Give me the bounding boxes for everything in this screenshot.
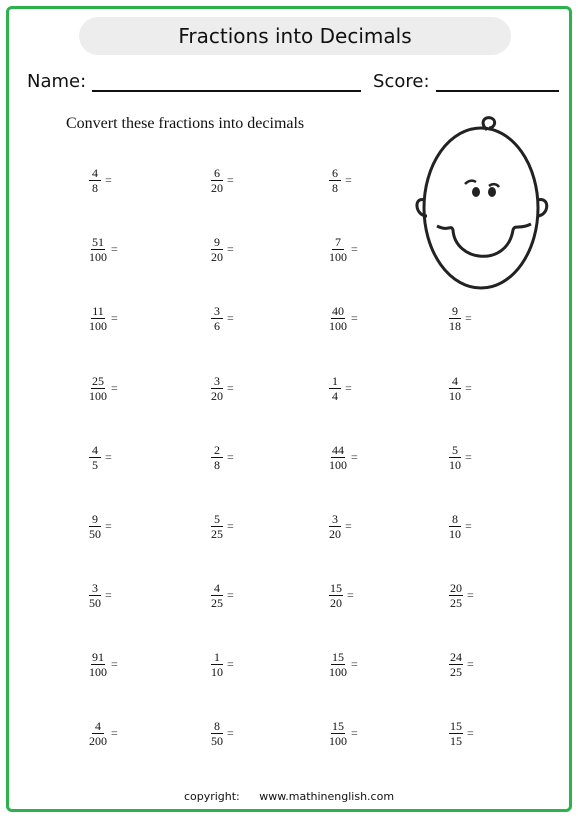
numerator: 11 — [92, 304, 104, 318]
numerator: 5 — [211, 513, 223, 527]
denominator: 15 — [450, 734, 462, 748]
fraction — [449, 305, 461, 332]
numerator: 4 — [89, 167, 101, 181]
equals-sign: = — [467, 726, 474, 740]
fraction — [89, 720, 107, 747]
fraction-problem — [329, 375, 352, 402]
numerator: 15 — [450, 719, 462, 733]
numerator: 15 — [332, 719, 344, 733]
fraction — [211, 651, 223, 678]
fraction-problem — [89, 444, 112, 471]
numerator: 3 — [211, 305, 223, 319]
denominator: 8 — [214, 458, 220, 472]
denominator: 8 — [332, 181, 338, 195]
fraction-problem — [89, 236, 118, 263]
fraction-problem — [89, 305, 118, 332]
equals-sign: = — [227, 311, 234, 325]
denominator: 100 — [329, 250, 347, 264]
fraction-problem — [449, 305, 472, 332]
numerator: 3 — [89, 582, 101, 596]
denominator: 18 — [449, 319, 461, 333]
equals-sign: = — [227, 519, 234, 533]
equals-sign: = — [227, 381, 234, 395]
fraction — [211, 513, 223, 540]
fraction — [89, 167, 101, 194]
fraction-problem — [449, 444, 472, 471]
fraction — [89, 375, 107, 402]
score-blank[interactable] — [436, 72, 559, 92]
worksheet-title: Fractions into Decimals — [79, 17, 511, 55]
denominator: 10 — [449, 389, 461, 403]
fraction — [89, 651, 107, 678]
denominator: 100 — [89, 389, 107, 403]
equals-sign: = — [105, 450, 112, 464]
equals-sign: = — [465, 450, 472, 464]
numerator: 6 — [211, 167, 223, 181]
equals-sign: = — [351, 450, 358, 464]
denominator: 20 — [211, 250, 223, 264]
numerator: 1 — [329, 375, 341, 389]
numerator: 1 — [211, 651, 223, 665]
equals-sign: = — [227, 726, 234, 740]
equals-sign: = — [351, 242, 358, 256]
equals-sign: = — [227, 588, 234, 602]
fraction-problem — [211, 167, 234, 194]
fraction — [449, 720, 463, 747]
fraction — [329, 236, 347, 263]
equals-sign: = — [111, 657, 118, 671]
equals-sign: = — [105, 588, 112, 602]
numerator: 20 — [450, 581, 462, 595]
numerator: 8 — [449, 513, 461, 527]
fraction — [329, 582, 343, 609]
site-url: www.mathinenglish.com — [259, 790, 395, 803]
denominator: 20 — [330, 596, 342, 610]
numerator: 4 — [89, 444, 101, 458]
fraction — [329, 720, 347, 747]
equals-sign: = — [105, 519, 112, 533]
fraction — [211, 582, 223, 609]
denominator: 10 — [211, 665, 223, 679]
numerator: 4 — [92, 720, 104, 734]
fraction-problem — [329, 167, 352, 194]
equals-sign: = — [111, 311, 118, 325]
numerator: 4 — [211, 582, 223, 596]
fraction-problem — [329, 582, 354, 609]
denominator: 20 — [211, 181, 223, 195]
fraction-problem — [211, 582, 234, 609]
equals-sign: = — [351, 311, 358, 325]
numerator: 5 — [449, 444, 461, 458]
baby-face-icon — [409, 112, 559, 292]
denominator: 4 — [332, 389, 338, 403]
equals-sign: = — [345, 519, 352, 533]
denominator: 20 — [329, 527, 341, 541]
numerator: 91 — [92, 650, 104, 664]
denominator: 8 — [92, 181, 98, 195]
numerator: 9 — [449, 305, 461, 319]
fraction-problem — [89, 167, 112, 194]
denominator: 100 — [329, 458, 347, 472]
fraction-problem — [211, 444, 234, 471]
fraction-problem — [329, 305, 358, 332]
fraction — [89, 444, 101, 471]
fraction — [89, 513, 101, 540]
fraction — [329, 651, 347, 678]
footer — [9, 790, 569, 803]
fraction-problem — [329, 720, 358, 747]
numerator: 8 — [211, 720, 223, 734]
denominator: 100 — [329, 734, 347, 748]
name-label: Name: — [27, 71, 87, 92]
fraction-problem — [329, 236, 358, 263]
fraction-problem — [211, 305, 234, 332]
denominator: 100 — [329, 319, 347, 333]
denominator: 25 — [211, 527, 223, 541]
equals-sign: = — [345, 381, 352, 395]
fraction — [449, 444, 461, 471]
denominator: 10 — [449, 527, 461, 541]
fraction — [211, 720, 223, 747]
denominator: 50 — [89, 527, 101, 541]
fraction — [211, 305, 223, 332]
denominator: 100 — [89, 665, 107, 679]
denominator: 100 — [89, 319, 107, 333]
equals-sign: = — [347, 588, 354, 602]
fraction-problem — [211, 651, 234, 678]
numerator: 9 — [89, 513, 101, 527]
denominator: 5 — [92, 458, 98, 472]
equals-sign: = — [351, 726, 358, 740]
equals-sign: = — [227, 450, 234, 464]
equals-sign: = — [467, 588, 474, 602]
denominator: 50 — [89, 596, 101, 610]
equals-sign: = — [227, 657, 234, 671]
denominator: 100 — [329, 665, 347, 679]
equals-sign: = — [465, 311, 472, 325]
instructions: Convert these fractions into decimals — [66, 115, 305, 132]
fraction — [449, 582, 463, 609]
fraction-problem — [211, 236, 234, 263]
numerator: 15 — [330, 581, 342, 595]
fraction-problem — [89, 720, 118, 747]
fraction — [449, 375, 461, 402]
fraction-problem — [89, 513, 112, 540]
fraction-problem — [449, 513, 472, 540]
fraction-problem — [211, 720, 234, 747]
fraction-problem — [449, 720, 474, 747]
denominator: 100 — [89, 250, 107, 264]
numerator: 40 — [332, 304, 344, 318]
fraction-problem — [211, 375, 234, 402]
fraction-problem — [89, 582, 112, 609]
numerator: 44 — [332, 443, 344, 457]
fraction — [211, 444, 223, 471]
numerator: 7 — [332, 236, 344, 250]
fraction — [449, 651, 463, 678]
fraction — [211, 375, 223, 402]
equals-sign: = — [227, 173, 234, 187]
denominator: 20 — [211, 389, 223, 403]
numerator: 3 — [329, 513, 341, 527]
denominator: 50 — [211, 734, 223, 748]
fraction — [329, 305, 347, 332]
numerator: 25 — [92, 374, 104, 388]
numerator: 6 — [329, 167, 341, 181]
fraction-problem — [449, 651, 474, 678]
copyright-label: copyright: — [183, 790, 240, 803]
equals-sign: = — [467, 657, 474, 671]
equals-sign: = — [351, 657, 358, 671]
equals-sign: = — [111, 726, 118, 740]
numerator: 51 — [92, 235, 104, 249]
denominator: 200 — [89, 734, 107, 748]
name-blank[interactable] — [92, 72, 361, 92]
equals-sign: = — [111, 242, 118, 256]
name-score-line — [27, 71, 559, 92]
equals-sign: = — [465, 519, 472, 533]
numerator: 4 — [449, 375, 461, 389]
equals-sign: = — [465, 381, 472, 395]
fraction — [89, 305, 107, 332]
fraction — [89, 236, 107, 263]
fraction — [89, 582, 101, 609]
denominator: 25 — [211, 596, 223, 610]
fraction-problem — [329, 651, 358, 678]
fraction — [329, 375, 341, 402]
equals-sign: = — [111, 381, 118, 395]
fraction-problem — [449, 375, 472, 402]
numerator: 9 — [211, 236, 223, 250]
fraction — [329, 513, 341, 540]
fraction-problem — [89, 651, 118, 678]
fraction-problem — [329, 444, 358, 471]
numerator: 3 — [211, 375, 223, 389]
denominator: 25 — [450, 596, 462, 610]
equals-sign: = — [227, 242, 234, 256]
fraction — [211, 167, 223, 194]
fraction — [211, 236, 223, 263]
numerator: 15 — [332, 650, 344, 664]
numerator: 24 — [450, 650, 462, 664]
equals-sign: = — [345, 173, 352, 187]
fraction-problem — [211, 513, 234, 540]
denominator: 25 — [450, 665, 462, 679]
fraction — [329, 444, 347, 471]
worksheet-page — [6, 6, 572, 812]
fraction-problem — [89, 375, 118, 402]
fraction — [329, 167, 341, 194]
denominator: 6 — [214, 319, 220, 333]
fraction — [449, 513, 461, 540]
score-label: Score: — [373, 71, 430, 92]
equals-sign: = — [105, 173, 112, 187]
fraction-problem — [329, 513, 352, 540]
denominator: 10 — [449, 458, 461, 472]
numerator: 2 — [211, 444, 223, 458]
fraction-problem — [449, 582, 474, 609]
